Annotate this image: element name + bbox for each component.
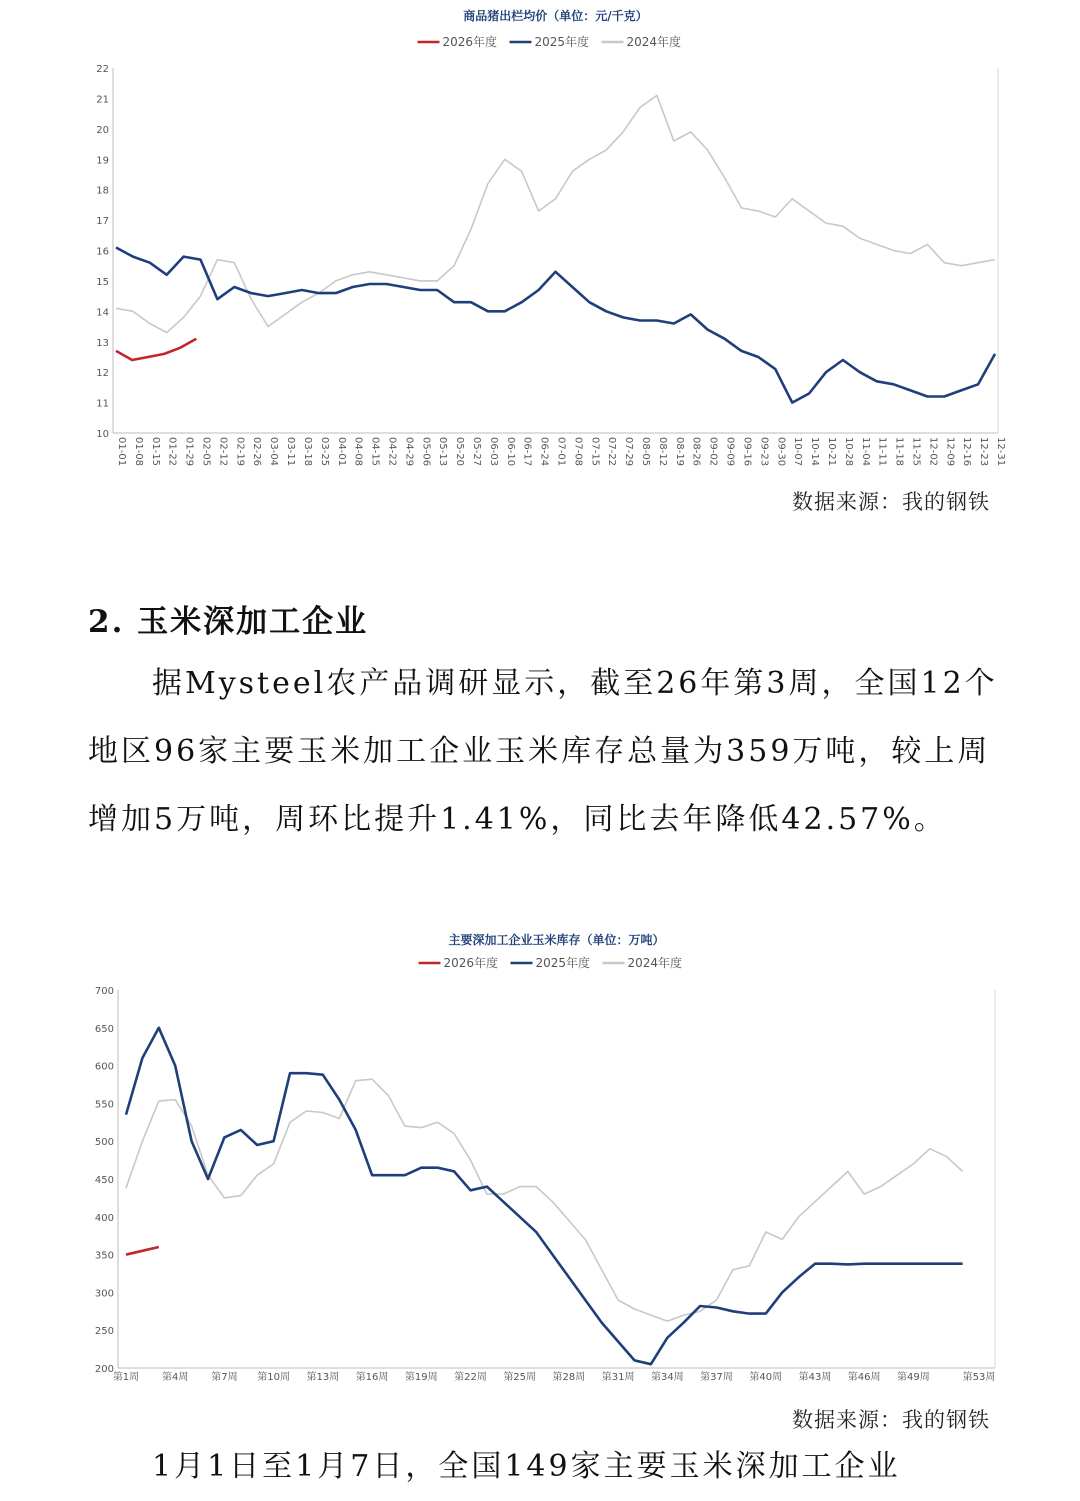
x-tick-label: 12-02: [927, 437, 939, 467]
x-tick-label: 08-12: [656, 437, 668, 467]
x-tick-label: 第43周: [798, 1372, 832, 1383]
x-tick-label: 05-27: [470, 437, 482, 467]
x-tick-label: 04-22: [386, 437, 398, 467]
chart-title: 主要深加工企业玉米库存（单位：万吨）: [448, 933, 665, 947]
x-tick-label: 04-29: [403, 437, 415, 467]
x-tick-label: 04-08: [352, 437, 364, 467]
chart2-source: 数据来源：我的钢铁: [792, 1408, 990, 1432]
legend-label-0: 2026年度: [443, 956, 499, 970]
pig-price-chart-svg: [0, 0, 1080, 480]
legend-label-1: 2025年度: [535, 956, 591, 970]
series-line-2024年度: [116, 95, 995, 332]
y-tick-label: 17: [96, 216, 109, 228]
x-tick-label: 07-15: [589, 437, 601, 467]
x-tick-label: 03-11: [285, 437, 297, 467]
x-tick-label: 10-07: [792, 437, 804, 467]
x-tick-label: 12-09: [944, 437, 956, 467]
x-tick-label: 02-05: [200, 437, 212, 467]
x-tick-label: 第10周: [257, 1372, 291, 1383]
y-tick-label: 200: [94, 1364, 114, 1375]
x-tick-label: 11-04: [859, 437, 871, 467]
x-tick-label: 12-23: [978, 437, 990, 467]
x-tick-label: 第31周: [601, 1372, 635, 1383]
section-heading: 2. 玉米深加工企业: [88, 604, 369, 640]
x-tick-label: 01-22: [166, 437, 178, 467]
x-tick-label: 第22周: [454, 1372, 487, 1383]
y-tick-label: 20: [96, 124, 109, 136]
y-tick-label: 650: [94, 1023, 114, 1035]
y-tick-label: 500: [94, 1137, 114, 1149]
x-tick-label: 11-18: [893, 437, 905, 467]
x-tick-label: 09-09: [724, 437, 736, 467]
y-tick-label: 16: [96, 246, 109, 258]
x-tick-label: 09-30: [775, 437, 787, 467]
y-tick-label: 10: [96, 429, 109, 440]
x-tick-label: 06-17: [521, 437, 533, 467]
x-tick-label: 第19周: [404, 1372, 438, 1383]
y-tick-label: 350: [94, 1250, 114, 1262]
corn-stock-chart-svg: [0, 925, 1080, 1395]
chart1-source: 数据来源：我的钢铁: [792, 490, 990, 514]
x-tick-label: 09-23: [758, 437, 770, 467]
x-tick-label: 07-01: [555, 437, 567, 467]
y-tick-label: 19: [96, 155, 109, 167]
series-line-2026年度: [116, 339, 196, 360]
x-tick-label: 第34周: [650, 1372, 684, 1383]
x-tick-label: 第25周: [503, 1372, 537, 1383]
footer-paragraph: [88, 1433, 998, 1501]
x-tick-label: 05-06: [420, 437, 432, 467]
x-tick-label: 01-01: [116, 437, 127, 467]
x-tick-label: 第53周: [962, 1372, 996, 1383]
x-tick-label: 10-21: [825, 437, 837, 467]
x-tick-label: 08-05: [640, 437, 652, 467]
x-tick-label: 10-28: [842, 437, 854, 467]
x-tick-label: 12-16: [961, 437, 973, 467]
y-tick-label: 450: [94, 1175, 114, 1186]
x-tick-label: 09-02: [707, 437, 719, 467]
legend-label-0: 2026年度: [442, 35, 498, 49]
chart-title: 商品猪出栏均价（单位：元/千克）: [463, 9, 648, 23]
x-tick-label: 03-18: [301, 437, 313, 467]
y-tick-label: 12: [96, 368, 109, 380]
x-tick-label: 08-19: [673, 437, 685, 467]
legend-label-2: 2024年度: [627, 956, 683, 970]
x-tick-label: 第13周: [306, 1372, 340, 1383]
series-line-2025年度: [116, 248, 995, 403]
x-tick-label: 01-08: [132, 437, 144, 467]
x-tick-label: 03-04: [268, 437, 280, 467]
x-tick-label: 10-14: [809, 437, 821, 467]
y-tick-label: 14: [96, 307, 109, 319]
section-paragraph-text: 据Mysteel农产品调研显示，截至26年第3周，全国12个地区96家主要玉米加工企业玉米库存总量为359万吨，较上周增加5万吨，周环比提升1.41%，同比去年降低42.57%。: [88, 666, 998, 837]
x-tick-label: 第46周: [847, 1372, 881, 1383]
footer-paragraph-text: 1月1日至1月7日，全国149家主要玉米深加工企业: [152, 1449, 901, 1484]
y-tick-label: 13: [96, 337, 109, 349]
x-tick-label: 02-12: [217, 437, 229, 467]
series-line-2026年度: [126, 1247, 159, 1255]
y-tick-label: 18: [96, 185, 109, 197]
y-tick-label: 300: [94, 1288, 114, 1300]
series-line-2025年度: [126, 1028, 963, 1364]
x-tick-label: 07-08: [572, 437, 584, 467]
y-tick-label: 11: [96, 398, 109, 410]
pig-price-chart: [0, 0, 1080, 480]
legend-label-1: 2025年度: [534, 35, 590, 49]
x-tick-label: 01-29: [183, 437, 195, 467]
x-tick-label: 06-10: [504, 437, 516, 467]
y-tick-label: 600: [94, 1061, 114, 1073]
y-tick-label: 21: [96, 94, 109, 106]
x-tick-label: 04-15: [369, 437, 381, 467]
x-tick-label: 第1周: [112, 1372, 140, 1383]
x-tick-label: 第7周: [211, 1372, 238, 1383]
x-tick-label: 01-15: [149, 437, 161, 467]
section-paragraph: [88, 650, 998, 854]
x-tick-label: 07-29: [623, 437, 635, 467]
y-tick-label: 22: [96, 64, 109, 75]
x-tick-label: 第16周: [355, 1372, 389, 1383]
x-tick-label: 06-03: [487, 437, 499, 467]
x-tick-label: 第40周: [749, 1372, 783, 1383]
y-tick-label: 250: [94, 1326, 114, 1338]
legend-label-2: 2024年度: [626, 35, 682, 49]
x-tick-label: 08-26: [690, 437, 702, 467]
x-tick-label: 04-01: [335, 437, 347, 467]
x-tick-label: 05-13: [437, 437, 449, 467]
y-tick-label: 550: [94, 1099, 114, 1111]
y-tick-label: 700: [94, 986, 114, 997]
x-tick-label: 06-24: [538, 437, 550, 467]
x-tick-label: 07-22: [606, 437, 618, 467]
x-tick-label: 11-25: [910, 437, 922, 467]
x-tick-label: 03-25: [318, 437, 330, 467]
y-tick-label: 400: [94, 1212, 114, 1224]
x-tick-label: 12-31: [995, 437, 1006, 467]
x-tick-label: 05-20: [454, 437, 466, 467]
x-tick-label: 02-26: [251, 437, 263, 467]
x-tick-label: 02-19: [234, 437, 246, 467]
corn-stock-chart: [0, 925, 1080, 1395]
x-tick-label: 第4周: [162, 1372, 189, 1383]
series-line-2024年度: [126, 1079, 963, 1321]
x-tick-label: 09-16: [741, 437, 753, 467]
y-tick-label: 15: [96, 276, 109, 288]
x-tick-label: 第49周: [897, 1372, 930, 1383]
x-tick-label: 11-11: [876, 437, 888, 467]
x-tick-label: 第37周: [700, 1372, 733, 1383]
x-tick-label: 第28周: [552, 1372, 586, 1383]
